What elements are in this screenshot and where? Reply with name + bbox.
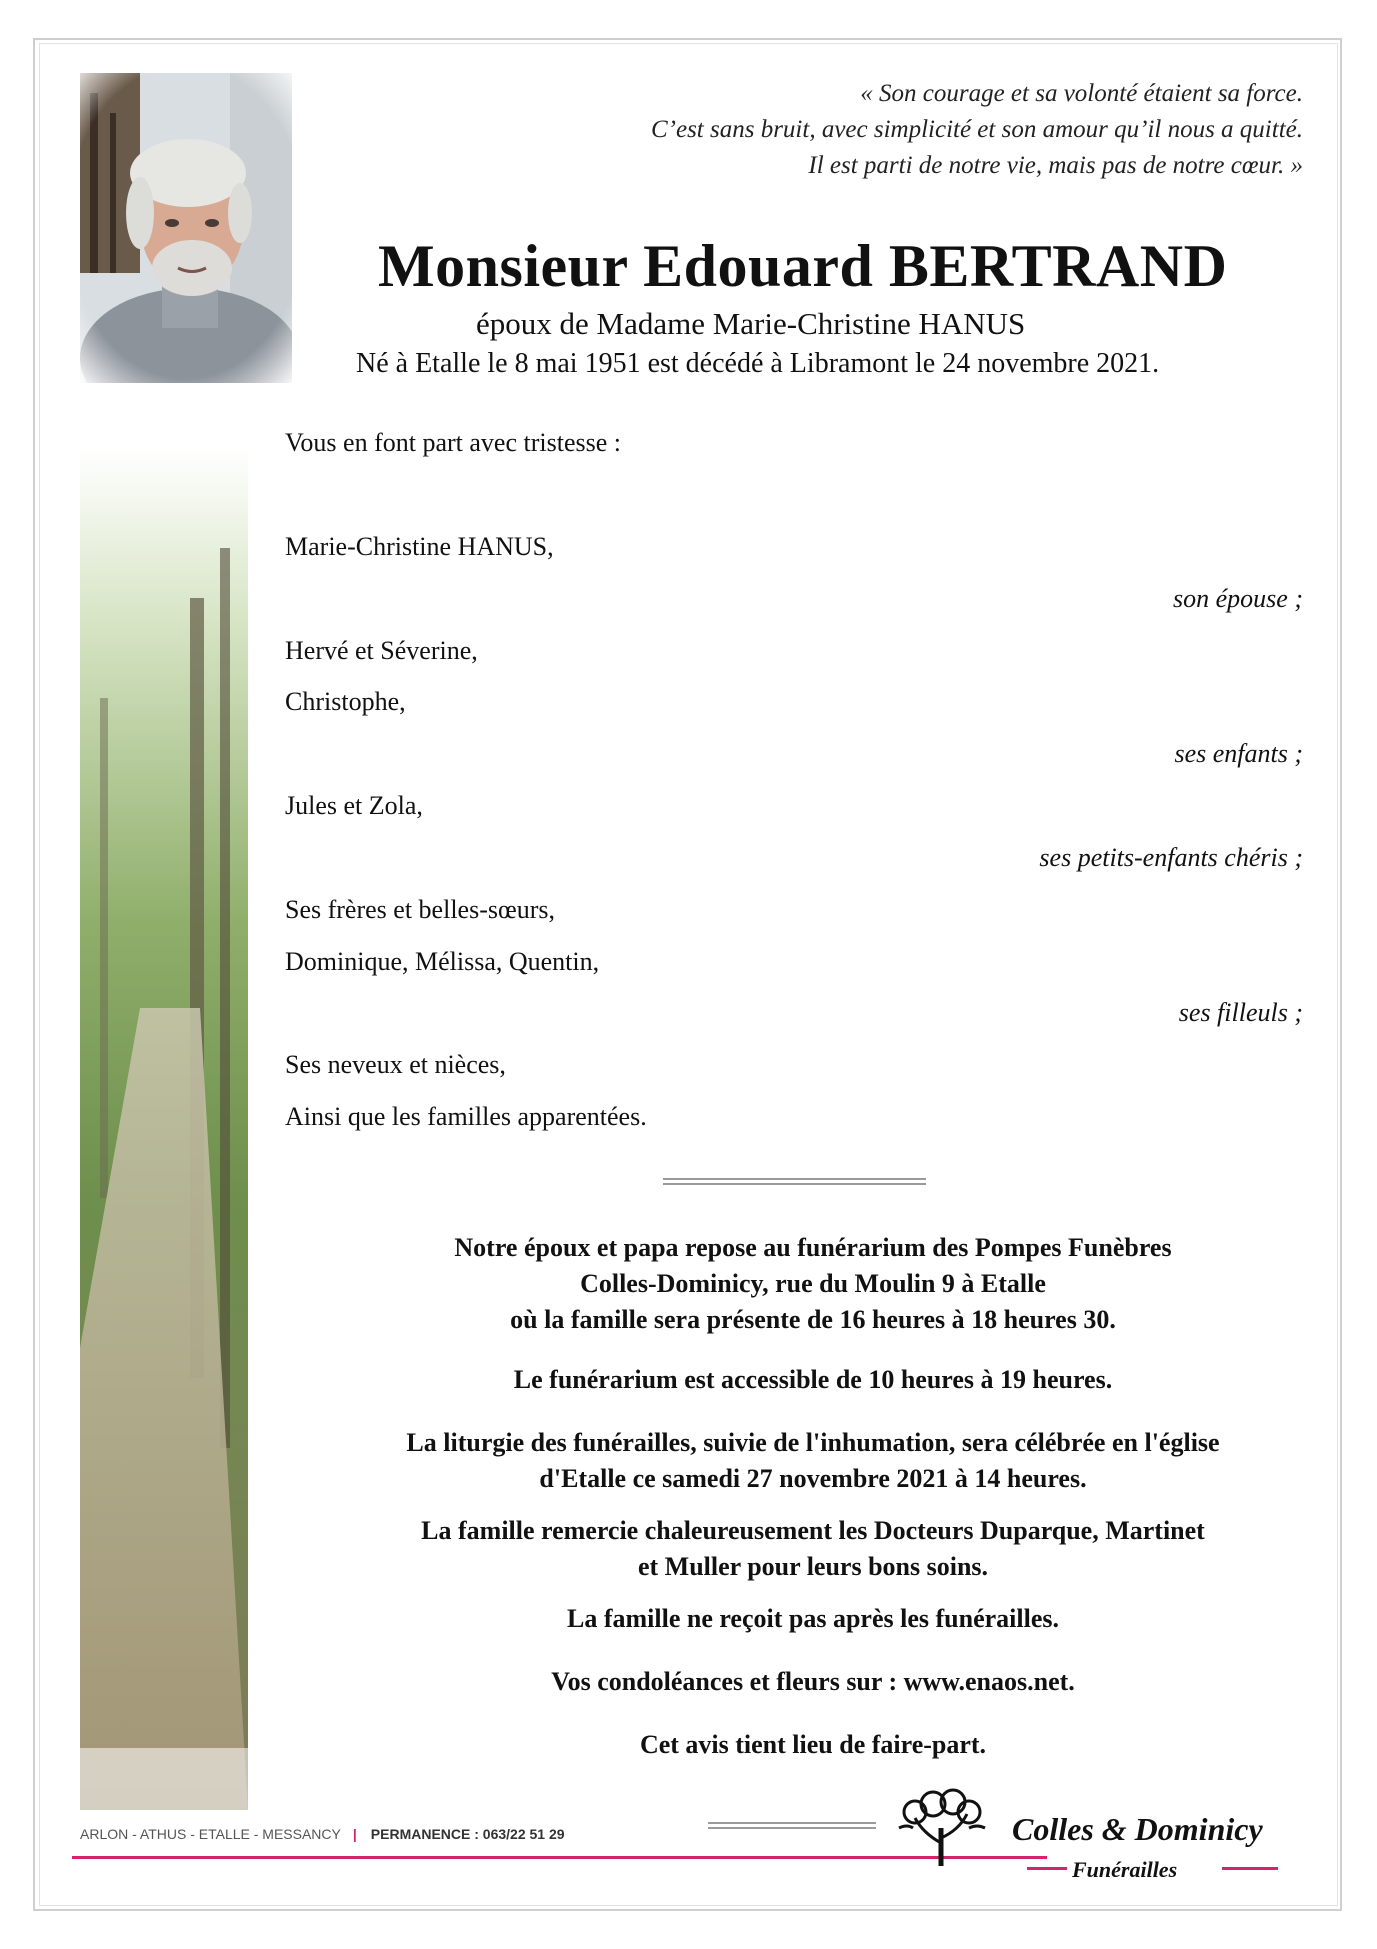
- logo-accent-line: [1027, 1867, 1067, 1870]
- condolences-paragraph: [318, 1664, 1308, 1700]
- tree-logo-icon: [893, 1788, 989, 1868]
- family-name-line: Ses neveux et nièces,: [285, 1050, 506, 1079]
- family-name-line: Ainsi que les familles apparentées.: [285, 1102, 647, 1131]
- footer-double-rule: [708, 1822, 876, 1829]
- spouse-line: époux de Madame Marie-Christine HANUS: [476, 306, 1026, 341]
- birth-death-line: Né à Etalle le 8 mai 1951 est décédé à Libramont le 24 novembre 2021.: [356, 348, 1160, 379]
- logo-accent-line: [1222, 1867, 1278, 1870]
- intro-text: Vous en font part avec tristesse :: [285, 428, 621, 457]
- quote-line: Il est parti de notre vie, mais pas de notre cœur. »: [808, 152, 1303, 179]
- notice-paragraph: [318, 1727, 1308, 1763]
- info-line: d'Etalle ce samedi 27 novembre 2021 à 14 heures.: [539, 1464, 1087, 1493]
- info-line: La famille remercie chaleureusement les Docteurs Duparque, Martinet: [421, 1516, 1205, 1545]
- family-role-line: ses petits-enfants chéris ;: [1039, 843, 1303, 872]
- footer-contact: [80, 1818, 695, 1850]
- funerarium-paragraph: [318, 1230, 1308, 1338]
- info-line: Cet avis tient lieu de faire-part.: [639, 1730, 987, 1759]
- info-line: Le funérarium est accessible de 10 heures à 19 heures.: [513, 1365, 1113, 1394]
- family-name-line: Christophe,: [285, 687, 406, 716]
- liturgy-paragraph: [318, 1425, 1308, 1497]
- forest-path-image: [80, 448, 248, 1810]
- family-name-line: Marie-Christine HANUS,: [285, 532, 554, 561]
- quote-line: « Son courage et sa volonté étaient sa force.: [860, 80, 1303, 107]
- family-name-line: Jules et Zola,: [285, 791, 423, 820]
- portrait-photo: [80, 73, 292, 383]
- no-reception-paragraph: [318, 1601, 1308, 1637]
- info-line: Vos condoléances et fleurs sur : www.enaos.net.: [551, 1667, 1075, 1696]
- locations-text: ARLON - ATHUS - ETALLE - MESSANCY: [80, 1826, 341, 1842]
- family-role-line: ses filleuls ;: [1178, 998, 1303, 1027]
- visiting-hours-paragraph: [318, 1362, 1308, 1398]
- pipe-separator: |: [352, 1826, 357, 1842]
- info-line: La liturgie des funérailles, suivie de l'inhumation, sera célébrée en l'église: [406, 1428, 1220, 1457]
- thanks-paragraph: [318, 1513, 1308, 1585]
- family-role-line: son épouse ;: [1173, 584, 1303, 613]
- double-rule-divider: [663, 1178, 926, 1185]
- family-name-line: Ses frères et belles-sœurs,: [285, 895, 556, 924]
- logo-company-name: Colles & Dominicy: [1012, 1811, 1263, 1847]
- info-line: Notre époux et papa repose au funérarium des Pompes Funèbres: [454, 1233, 1172, 1262]
- family-role-line: ses enfants ;: [1174, 739, 1303, 768]
- family-name-line: Hervé et Séverine,: [285, 636, 478, 665]
- permanence-phone: PERMANENCE : 063/22 51 29: [370, 1826, 565, 1842]
- family-name-line: Dominique, Mélissa, Quentin,: [285, 947, 600, 976]
- quote: [651, 76, 1303, 184]
- info-line: et Muller pour leurs bons soins.: [637, 1552, 989, 1581]
- info-line: La famille ne reçoit pas après les funérailles.: [566, 1604, 1059, 1633]
- logo-subtitle: Funérailles: [1072, 1857, 1178, 1882]
- quote-line: C’est sans bruit, avec simplicité et son amour qu’il nous a quitté.: [650, 116, 1303, 143]
- info-line: Colles-Dominicy, rue du Moulin 9 à Etalle: [580, 1269, 1046, 1298]
- deceased-name: Monsieur Edouard BERTRAND: [378, 233, 1228, 299]
- info-line: où la famille sera présente de 16 heures à 18 heures 30.: [510, 1305, 1116, 1334]
